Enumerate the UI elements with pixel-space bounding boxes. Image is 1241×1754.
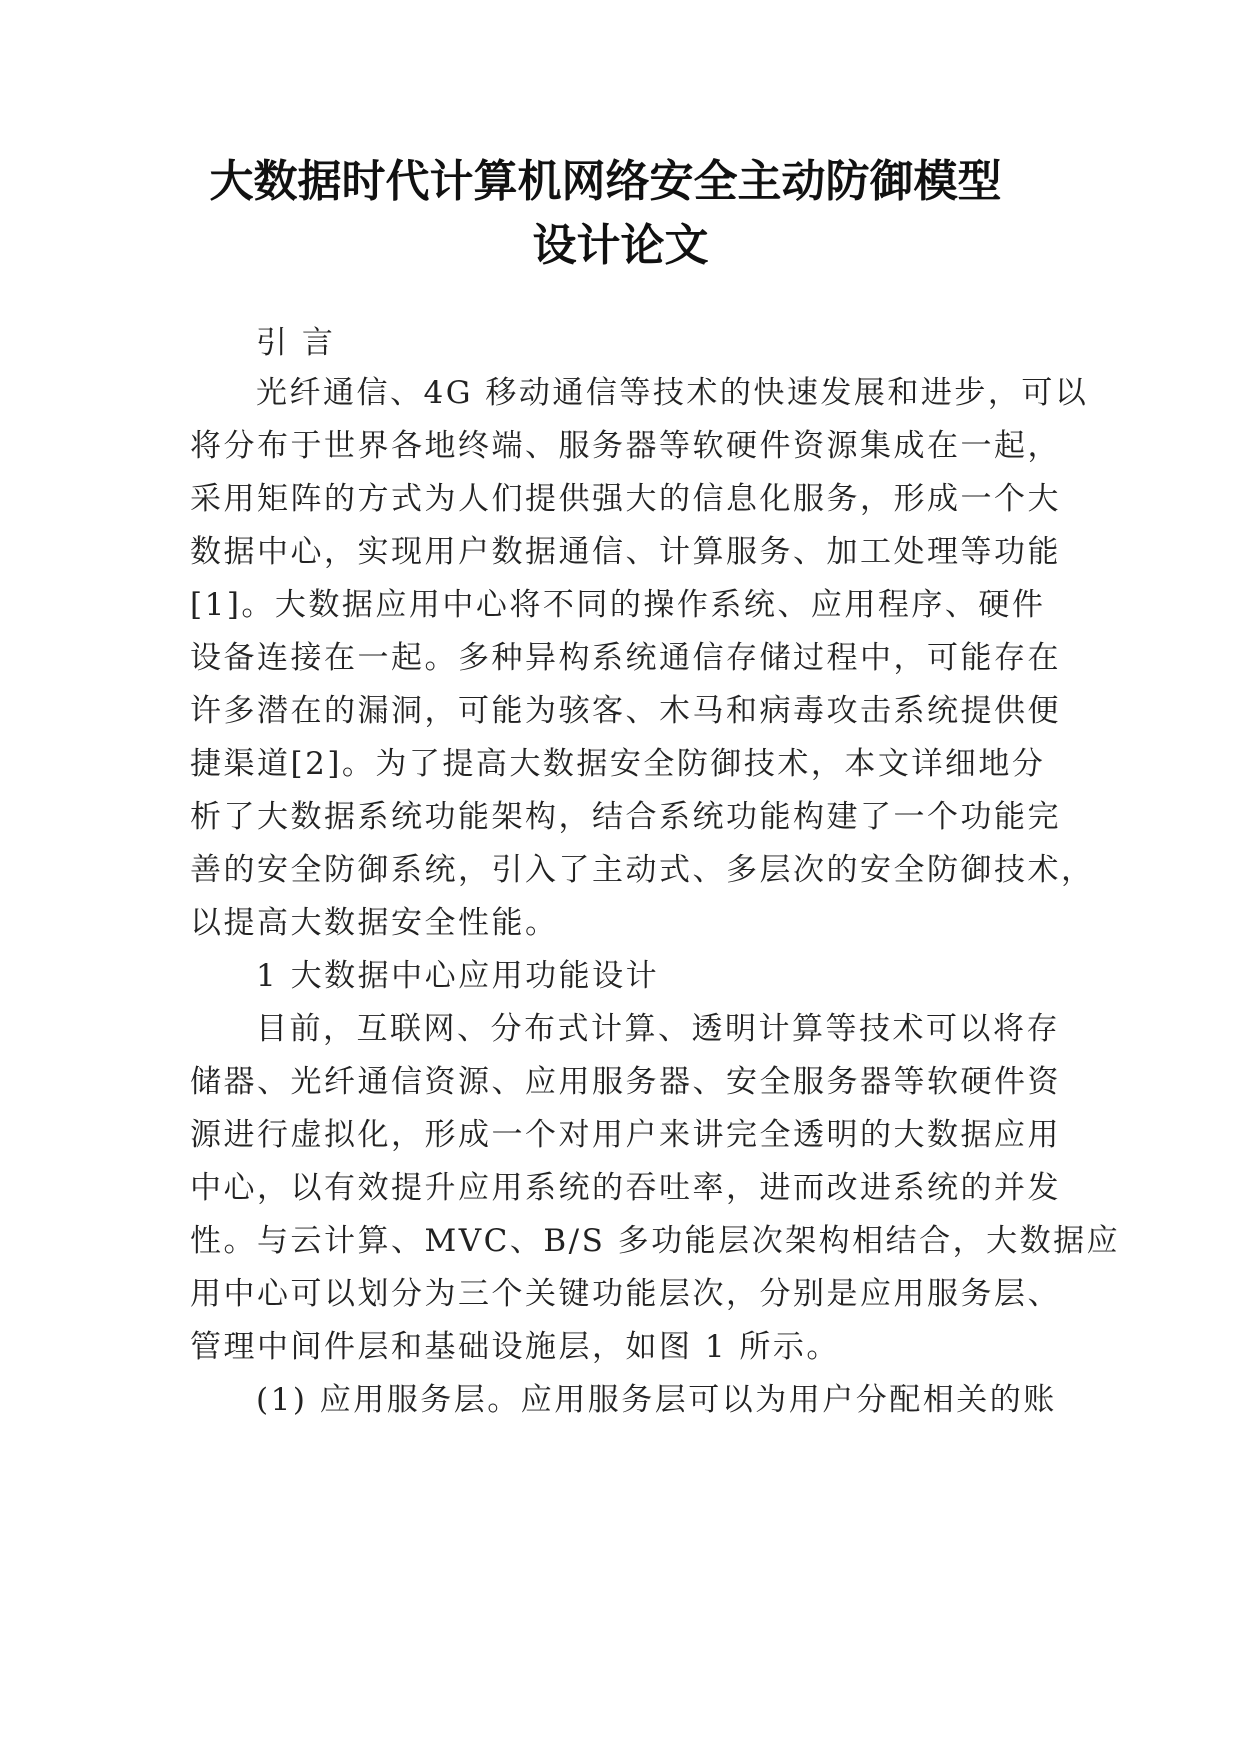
list-item-application-service-layer: (1) 应用服务层。应用服务层可以为用户分配相关的账: [256, 1382, 1057, 1418]
paragraph-line: 析了大数据系统功能架构，结合系统功能构建了一个功能完: [190, 799, 1061, 835]
document-title-line-1: 大数据时代计算机网络安全主动防御模型: [209, 156, 1002, 207]
paragraph-line: 储器、光纤通信资源、应用服务器、安全服务器等软硬件资: [190, 1064, 1061, 1100]
paragraph-line: 设备连接在一起。多种异构系统通信存储过程中，可能存在: [190, 640, 1061, 676]
paragraph-line: 将分布于世界各地终端、服务器等软硬件资源集成在一起，: [190, 428, 1061, 464]
paragraph-line: 许多潜在的漏洞，可能为骇客、木马和病毒攻击系统提供便: [190, 693, 1061, 729]
paragraph-line: 管理中间件层和基础设施层，如图 1 所示。: [190, 1329, 840, 1365]
paragraph-line: 善的安全防御系统，引入了主动式、多层次的安全防御技术，: [190, 852, 1095, 888]
paragraph-line: 捷渠道[2]。为了提高大数据安全防御技术，本文详细地分: [190, 746, 1046, 782]
paragraph-line: 源进行虚拟化，形成一个对用户来讲完全透明的大数据应用: [190, 1117, 1061, 1153]
paragraph-line: 中心，以有效提升应用系统的吞吐率，进而改进系统的并发: [190, 1170, 1061, 1206]
paragraph-line: 性。与云计算、MVC、B/S 多功能层次架构相结合，大数据应: [190, 1223, 1121, 1259]
paragraph-line: [1]。大数据应用中心将不同的操作系统、应用程序、硬件: [190, 587, 1046, 623]
section-heading-1: 1 大数据中心应用功能设计: [256, 958, 660, 994]
document-title-line-2: 设计论文: [532, 220, 709, 271]
paragraph-line: 数据中心，实现用户数据通信、计算服务、加工处理等功能: [190, 534, 1061, 570]
paragraph-line: 以提高大数据安全性能。: [190, 905, 559, 941]
paragraph-line: 采用矩阵的方式为人们提供强大的信息化服务，形成一个大: [190, 481, 1061, 517]
paragraph-line: 光纤通信、4G 移动通信等技术的快速发展和进步，可以: [256, 375, 1089, 411]
paragraph-line: 用中心可以划分为三个关键功能层次，分别是应用服务层、: [190, 1276, 1061, 1312]
section-heading-introduction: 引 言: [256, 325, 336, 361]
paragraph-line: 目前，互联网、分布式计算、透明计算等技术可以将存: [256, 1011, 1060, 1047]
